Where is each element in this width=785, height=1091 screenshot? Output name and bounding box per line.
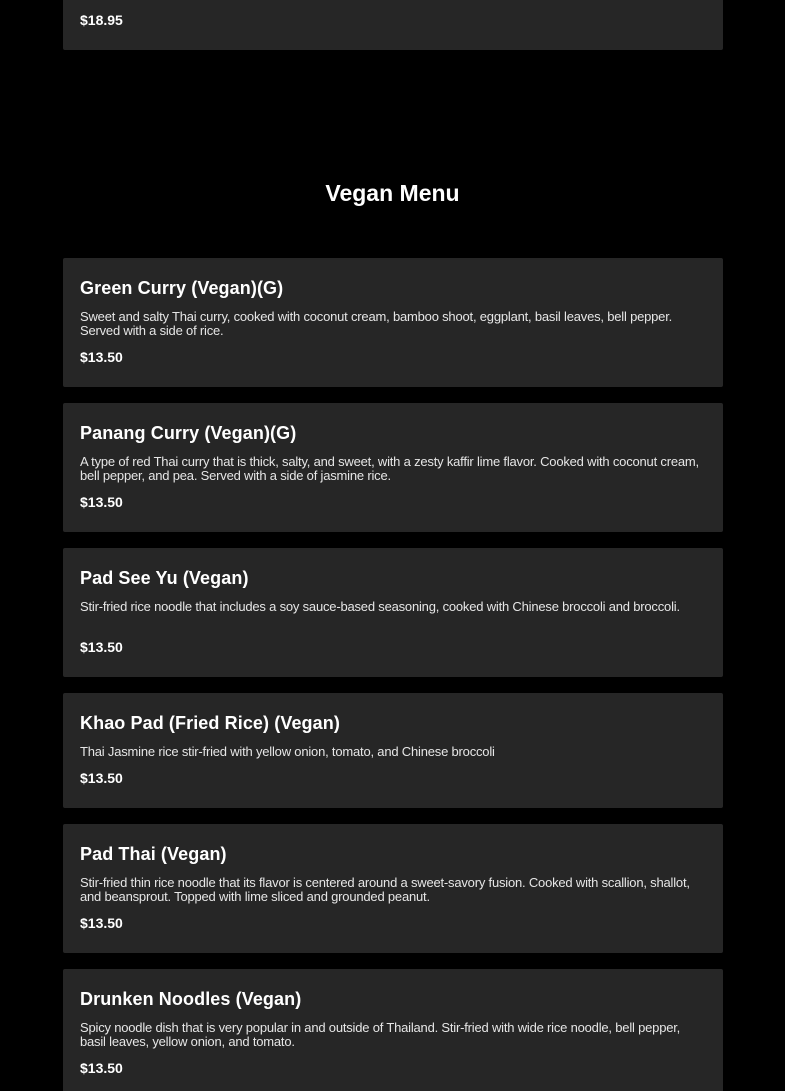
section-title: Vegan Menu — [325, 180, 460, 206]
menu-item-card[interactable] — [63, 0, 723, 50]
menu-item-price: $13.50 — [80, 1060, 123, 1076]
menu-item-description: Thai Jasmine rice stir-fried with yellow onion, tomato, and Chinese broccoli — [80, 744, 495, 759]
menu-item-card[interactable] — [63, 403, 723, 532]
menu-item-name: Pad See Yu (Vegan) — [80, 568, 249, 588]
menu-item-price: $13.50 — [80, 915, 123, 931]
menu-item-name: Green Curry (Vegan)(G) — [80, 278, 284, 298]
menu-item-name: Khao Pad (Fried Rice) (Vegan) — [80, 713, 340, 733]
menu-item-card[interactable] — [63, 693, 723, 808]
menu-item-card[interactable] — [63, 824, 723, 953]
menu-item-price: $18.95 — [80, 12, 123, 28]
menu-item-price: $13.50 — [80, 770, 123, 786]
menu-item-card[interactable] — [63, 969, 723, 1091]
menu-item-card[interactable] — [63, 258, 723, 387]
menu-item-card[interactable] — [63, 548, 723, 677]
menu-item-description: Stir-fried rice noodle that includes a soy sauce-based seasoning, cooked with Chinese broccoli and broccoli. — [80, 599, 680, 614]
menu-item-price: $13.50 — [80, 349, 123, 365]
menu-item-description: Stir-fried thin rice noodle that its flavor is centered around a sweet-savory fusion. Cooked with scallion, shallot, and beansprout. Topped with lime sliced and grounded peanut. — [80, 875, 690, 904]
menu-item-price: $13.50 — [80, 494, 123, 510]
menu-item-name: Pad Thai (Vegan) — [80, 844, 227, 864]
menu-item-description: Spicy noodle dish that is very popular in and outside of Thailand. Stir-fried with wide rice noodle, bell pepper, basil leaves, yellow onion, and tomato. — [80, 1020, 681, 1049]
menu-item-name: Drunken Noodles (Vegan) — [80, 989, 302, 1009]
menu-item-name: Panang Curry (Vegan)(G) — [80, 423, 297, 443]
menu-item-price: $13.50 — [80, 639, 123, 655]
menu-item-description: Sweet and salty Thai curry, cooked with coconut cream, bamboo shoot, eggplant, basil leaves, bell pepper. Served with a side of rice. — [80, 309, 673, 338]
menu-item-description: A type of red Thai curry that is thick, salty, and sweet, with a zesty kaffir lime flavor. Cooked with coconut cream, bell pepper, and pea. Served with a side of jasmine rice. — [80, 454, 699, 483]
